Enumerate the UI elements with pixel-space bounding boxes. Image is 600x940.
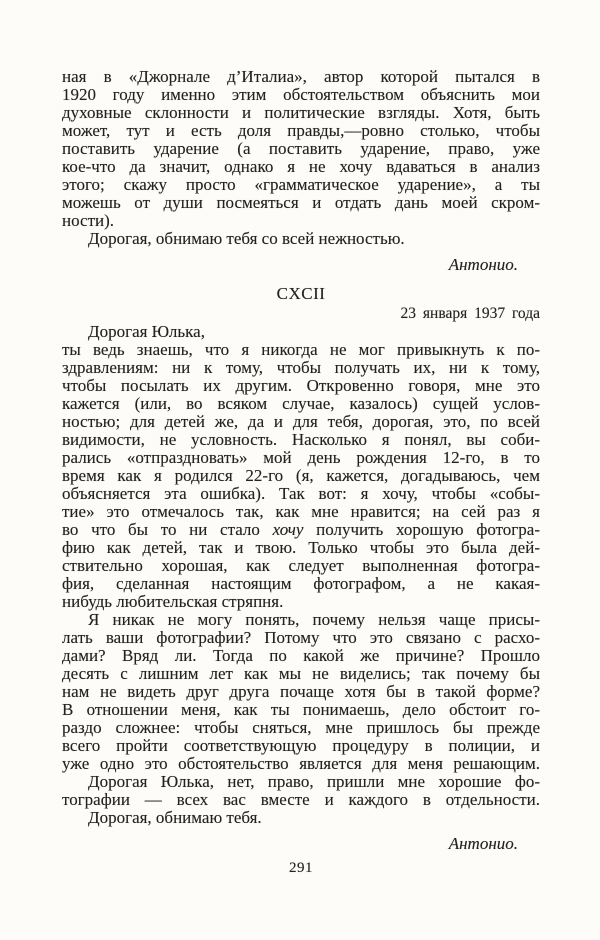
text-line: видимости, не условность. Насколько я понял, вы соби- [62, 430, 540, 449]
text-line: кажется (или, во всяком случае, казалось) сущей услов- [62, 394, 540, 413]
text-line: рались «отпраздновать» мой день рождения 12-го, в то [62, 448, 540, 467]
text-line: нам не видеть друг друга почаще хотя бы в такой форме? [62, 682, 540, 701]
letter-cxcii-farewell: Дорогая, обнимаю тебя. [88, 808, 262, 827]
text-line: чтобы посылать их другим. Откровенно говоря, мне это [62, 376, 540, 395]
text-line: В отношении меня, как ты понимаешь, дело обстоит го- [62, 700, 540, 719]
text-column [62, 68, 540, 877]
letter-cxci-signature: Антонио. [448, 255, 518, 274]
text-line: тие» это отмечалось так, как мне нравится; на сей раз я [62, 502, 540, 521]
letter-cxcii-paragraph-2 [62, 611, 540, 773]
text-line: ности). [62, 211, 115, 230]
text-line: десять с лишним лет как мы не виделись; так почему бы [62, 664, 540, 683]
letter-cxcii-signature: Антонио. [448, 834, 518, 853]
text-line: объясняется эта ошибка). Так вот: я хочу, чтобы «собы- [62, 484, 540, 503]
text-line: время как я родился 22-го (я, кажется, догадываюсь, чем [62, 466, 540, 485]
letter-cxci-continuation [62, 68, 540, 230]
letter-cxcii-paragraph-1 [62, 341, 540, 611]
letter-cxcii-salutation: Дорогая Юлька, [88, 322, 205, 341]
text-line: нибудь любительская стряпня. [62, 592, 284, 611]
text-line: фию как детей, так и твою. Только чтобы это была дей- [62, 538, 540, 557]
text-line: поставить ударение (а поставить ударение, право, уже [62, 139, 540, 158]
text-line: ностью; для детей же, да и для тебя, дорогая, это, по всей [62, 412, 540, 431]
text-line: может, тут и есть доля правды,—ровно столько, чтобы [62, 121, 540, 140]
text-line: уже одно это обстоятельство является для меня решающим. [62, 754, 540, 773]
text-line: 1920 году именно этим обстоятельством объяснить мои [62, 85, 540, 104]
text-line: Дорогая Юлька, нет, право, пришли мне хорошие фо- [88, 772, 540, 791]
letter-cxci-farewell: Дорогая, обнимаю тебя со всей нежностью. [88, 229, 405, 248]
text-line: ствительно хорошая, как следует выполненная фотогра- [62, 556, 540, 575]
text-line: здравлениям: ни к тому, чтобы получать их, ни к тому, [62, 358, 540, 377]
text-line: раздо сложнее: чтобы сняться, мне пришлось бы прежде [62, 718, 540, 737]
text-line: духовные склонности и политические взгляды. Хотя, быть [62, 103, 540, 122]
text-line: фия, сделанная настоящим фотографом, а не какая- [62, 574, 540, 593]
text-line: кое-что да значит, однако я не хочу вдаваться в анализ [62, 157, 540, 176]
text-line: во что бы то ни стало хочу получить хорошую фотогра- [62, 520, 540, 539]
letter-cxcii-heading: CXCII [276, 284, 326, 303]
text-line: Я никак не могу понять, почему нельзя чаще присы- [88, 610, 540, 629]
text-line: дами? Вряд ли. Тогда по какой же причине? Прошло [62, 646, 540, 665]
text-line: лать ваши фотографии? Потому что это связано с расхо- [62, 628, 540, 647]
text-line: тографии — всех вас вместе и каждого в отдельности. [62, 790, 540, 809]
letter-cxcii-date: 23 января 1937 года [400, 305, 540, 322]
text-line: этого; скажу просто «грамматическое ударение», а ты [62, 175, 540, 194]
text-line: всего пройти соответствующую процедуру в полиции, и [62, 736, 540, 755]
letter-cxcii-paragraph-3 [62, 773, 540, 809]
text-line: можешь от души посмеяться и отдать дань моей скром- [62, 193, 540, 212]
page-number: 291 [289, 860, 313, 876]
text-line: ная в «Джорнале д’Италиа», автор которой пытался в [62, 67, 540, 86]
text-line: ты ведь знаешь, что я никогда не мог привыкнуть к по- [62, 340, 540, 359]
